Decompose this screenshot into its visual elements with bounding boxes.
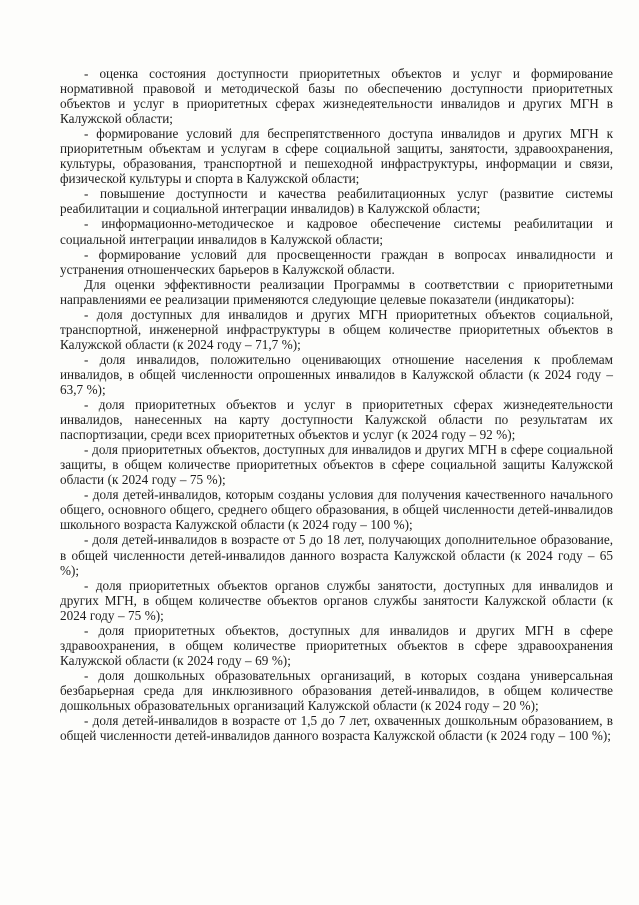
paragraph-goal-methodical-support: - информационно-методическое и кадровое обеспечение системы реабилитации и социальной интеграции инвалидов в Калужской области; [60,216,613,247]
paragraph-goal-assessment: - оценка состояния доступности приоритетных объектов и услуг и формирование нормативной правовой и методической базы по обеспечению доступности приоритетных объектов и услуг в приоритетных сферах жизнедеятельности инвалидов и других МГН в Калужской области; [60,66,613,127]
paragraph-indicator-accessibility-map: - доля приоритетных объектов и услуг в приоритетных сферах жизнедеятельности инвалидов, нанесенных на карту доступности Калужской области по результатам их паспортизации, среди всех приоритетных объектов и услуг (к 2024 году – 92 %); [60,397,613,443]
paragraph-indicator-healthcare: - доля приоритетных объектов, доступных для инвалидов и других МГН в сфере здравоохранения, в общем количестве приоритетных объектов в сфере здравоохранения Калужской области (к 2024 году – 69 %); [60,622,613,668]
paragraph-indicator-preschool-organizations: - доля дошкольных образовательных организаций, в которых создана универсальная безбарьерная среда для инклюзивного образования детей-инвалидов, в общем количестве дошкольных образовательных организаций Калужской области (к 2024 году – 20 %); [60,667,613,713]
paragraph-indicator-preschool-coverage: - доля детей-инвалидов в возрасте от 1,5 до 7 лет, охваченных дошкольным образованием, в общей численности детей-инвалидов данного возраста Калужской области (к 2024 году – 100 %); [60,713,613,744]
paragraph-goal-access-conditions: - формирование условий для беспрепятственного доступа инвалидов и других МГН к приоритетным объектам и услугам в сфере социальной защиты, занятости, здравоохранения, культуры, образования, транспортной и пешеходной инфраструктуры, информации и связи, физической культуры и спорта в Калужской области; [60,126,613,187]
paragraph-indicator-public-attitude: - доля инвалидов, положительно оценивающих отношение населения к проблемам инвалидов, в общей численности опрошенных инвалидов в Калужской области (к 2024 году – 63,7 %); [60,351,613,397]
paragraph-goal-rehabilitation: - повышение доступности и качества реабилитационных услуг (развитие системы реабилитации и социальной интеграции инвалидов) в Калужской области; [60,186,613,217]
paragraph-indicators-intro: Для оценки эффективности реализации Программы в соответствии с приоритетными направлениями ее реализации применяются следующие целевые показатели (индикаторы): [60,276,613,307]
paragraph-indicator-additional-education: - доля детей-инвалидов в возрасте от 5 до 18 лет, получающих дополнительное образование, в общей численности детей-инвалидов данного возраста Калужской области (к 2024 году – 65 %); [60,532,613,578]
paragraph-indicator-employment-service: - доля приоритетных объектов органов службы занятости, доступных для инвалидов и других МГН, в общем количестве объектов органов службы занятости Калужской области (к 2024 году – 75 %); [60,577,613,623]
paragraph-indicator-infrastructure: - доля доступных для инвалидов и других МГН приоритетных объектов социальной, транспортной, инженерной инфраструктуры в общем количестве приоритетных объектов в Калужской области (к 2024 году – 71,7 %); [60,306,613,352]
paragraph-indicator-school-education: - доля детей-инвалидов, которым созданы условия для получения качественного начального общего, основного общего, среднего общего образования, в общей численности детей-инвалидов школьного возраста Калужской области (к 2024 году – 100 %); [60,487,613,533]
paragraph-goal-awareness: - формирование условий для просвещенности граждан в вопросах инвалидности и устранения отношенческих барьеров в Калужской области. [60,246,613,277]
paragraph-indicator-social-protection: - доля приоритетных объектов, доступных для инвалидов и других МГН в сфере социальной защиты, в общем количестве приоритетных объектов в сфере социальной защиты Калужской области (к 2024 году – 75 %); [60,442,613,488]
